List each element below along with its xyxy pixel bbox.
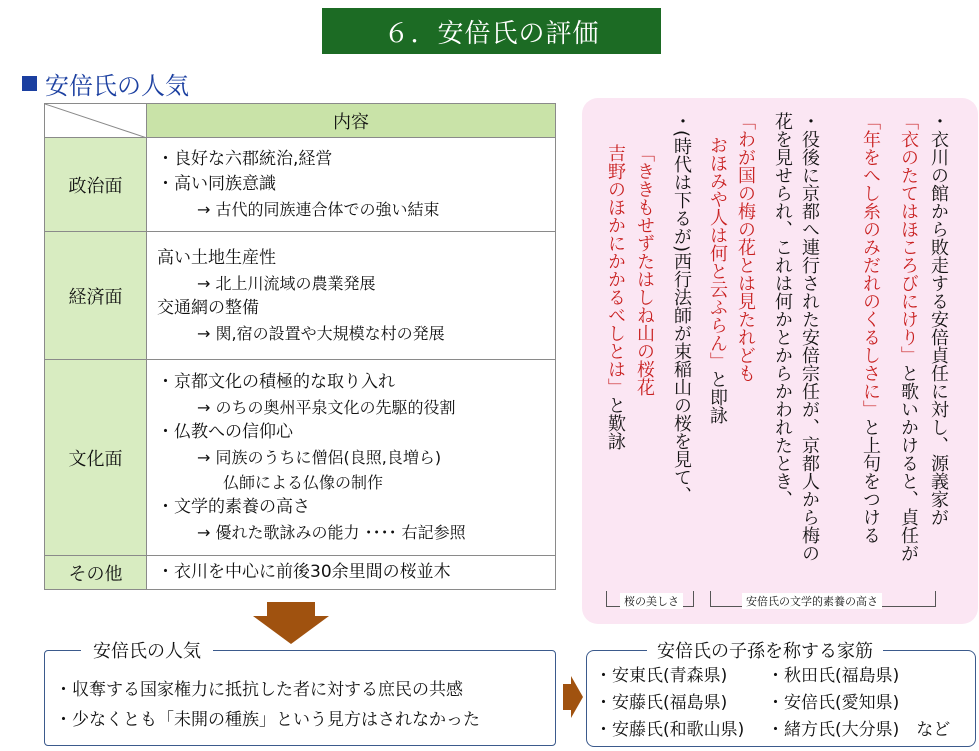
poem-note: と上句をつける xyxy=(860,418,881,544)
content-cell xyxy=(147,360,556,556)
table-header: 内容 xyxy=(147,104,556,138)
bungaku-tag: 安倍氏の文学的素養の高さ xyxy=(742,593,882,609)
poem-verse: 吉野のほかにかかるべしとは」 xyxy=(605,144,626,396)
table-row xyxy=(45,232,556,360)
poem-verse: 「年をへし糸のみだれのくるしさに」 xyxy=(860,112,881,418)
content-line: ・衣川を中心に前後30余里間の桜並木 xyxy=(157,562,451,582)
page-title: ６．安倍氏の評価 xyxy=(322,8,661,54)
table-row xyxy=(45,360,556,556)
section-heading xyxy=(22,66,189,101)
category-cell: 文化面 xyxy=(45,360,147,556)
descendant-item: ・安藤氏(和歌山県) xyxy=(595,720,745,740)
content-line: → 同族のうちに僧侶(良照,良増ら) xyxy=(197,448,442,467)
content-line: → 古代的同族連合体での強い結束 xyxy=(197,200,440,219)
poem-column: 花を見せられ、これは何かとからかわれたとき、 xyxy=(772,112,793,508)
popularity-box xyxy=(44,641,556,746)
sakura-tag: 桜の美しさ xyxy=(620,593,683,609)
content-cell xyxy=(147,232,556,360)
table-row xyxy=(45,556,556,590)
category-cell: 経済面 xyxy=(45,232,147,360)
poem-note: と即詠 xyxy=(707,370,728,424)
popularity-legend: 安倍氏の人気 xyxy=(81,637,213,663)
category-cell: その他 xyxy=(45,556,147,590)
down-arrow-icon xyxy=(253,602,329,644)
poem-verse: 「衣のたてはほころびにけり」 xyxy=(898,112,919,364)
square-bullet-icon xyxy=(22,76,37,91)
descendant-item: ・緒方氏(大分県) など xyxy=(767,720,951,740)
content-line: ・良好な六郡統治,経営 xyxy=(157,149,333,169)
content-line: ・仏教への信仰心 xyxy=(157,422,293,442)
diagonal-line-icon xyxy=(45,104,147,138)
popularity-line: ・少なくとも「未開の種族」という見方はされなかった xyxy=(55,710,480,730)
content-line: ・京都文化の積極的な取り入れ xyxy=(157,372,395,392)
poem-column: ・衣川の館から敗走する安倍貞任に対し、源義家が xyxy=(928,112,949,526)
poem-column: ・役後に京都へ連行された安倍宗任が、京都人から梅の xyxy=(799,112,820,562)
descendant-item: ・安藤氏(福島県) xyxy=(595,693,728,713)
poem-verse: 「ききもせずたはしね山の桜花 xyxy=(634,144,655,396)
descendant-item: ・安倍氏(愛知県) xyxy=(767,693,900,713)
descendants-box xyxy=(586,641,976,747)
section-heading-text: 安倍氏の人気 xyxy=(45,72,189,100)
poem-verse: おほみや人は何と云ふらん」 xyxy=(707,136,728,370)
poem-column xyxy=(857,112,883,544)
poem-note: と歌いかけると、貞任が xyxy=(898,364,919,562)
content-line: 交通網の整備 xyxy=(157,297,259,318)
category-cell: 政治面 xyxy=(45,138,147,232)
poem-note: と歎詠 xyxy=(605,396,626,450)
poem-column: ・(時代は下るが)西行法師が束稲山の桜を見て、 xyxy=(671,112,692,505)
descendant-item: ・秋田氏(福島県) xyxy=(767,666,900,686)
content-line: → 優れた歌詠みの能力 ････ 右記参照 xyxy=(197,523,466,542)
descendant-item: ・安東氏(青森県) xyxy=(595,666,728,686)
content-cell xyxy=(147,138,556,232)
content-line: ・高い同族意識 xyxy=(157,174,276,194)
descendants-legend: 安倍氏の子孫を称する家筋 xyxy=(647,637,883,663)
poem-column xyxy=(895,112,921,562)
poem-verse: 「わが国の梅の花とは見たれども xyxy=(735,112,756,382)
poem-column xyxy=(704,136,730,424)
table-row xyxy=(45,138,556,232)
poem-column xyxy=(602,144,628,450)
evaluation-table xyxy=(44,103,556,590)
content-line: → 北上川流域の農業発展 xyxy=(197,273,376,293)
content-line: → のちの奥州平泉文化の先駆的役割 xyxy=(197,398,456,417)
table-corner xyxy=(45,104,147,138)
poem-panel xyxy=(582,98,978,624)
content-line: 高い土地生産性 xyxy=(157,247,276,268)
content-line: → 関,宿の設置や大規模な村の発展 xyxy=(197,323,445,343)
content-cell xyxy=(147,556,556,590)
content-line: ・文学的素養の高さ xyxy=(157,497,310,517)
content-line: 仏師による仏像の制作 xyxy=(223,473,384,492)
right-arrow-icon xyxy=(563,676,583,718)
popularity-line: ・収奪する国家権力に抵抗した者に対する庶民の共感 xyxy=(55,680,463,700)
